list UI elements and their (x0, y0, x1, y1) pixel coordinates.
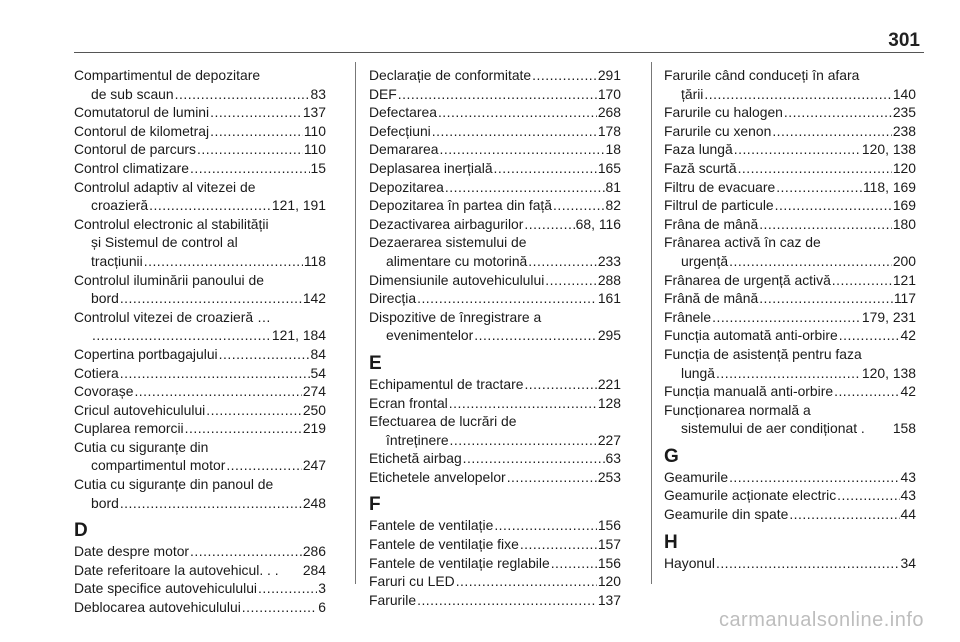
index-page-ref: 83 (310, 85, 326, 102)
index-entry-term: lungă (681, 364, 715, 381)
index-entry-term: Date referitoare la autovehicul. . . (74, 561, 279, 578)
index-page-ref: 178 (597, 122, 621, 139)
index-page-ref: 82 (605, 197, 621, 214)
index-entry (369, 103, 621, 122)
index-entry (369, 535, 621, 554)
dot-leader (190, 159, 310, 178)
dot-leader (729, 468, 899, 487)
dot-leader (219, 345, 310, 364)
index-entry (664, 554, 916, 573)
dot-leader (553, 196, 605, 215)
index-entry (664, 66, 916, 103)
index-letter-heading: G (664, 445, 679, 467)
dot-leader (144, 252, 303, 271)
dot-leader (775, 196, 892, 215)
index-entry-term: bord (91, 494, 119, 511)
index-entry (74, 561, 326, 580)
index-entry-term: Faruri cu LED (369, 573, 455, 590)
index-page-ref: 219 (302, 420, 326, 437)
index-entry-term: Control climatizare (74, 159, 190, 176)
dot-leader (704, 85, 891, 104)
index-entry (369, 412, 621, 449)
dot-leader (524, 375, 596, 394)
index-page-ref: 128 (597, 394, 621, 411)
index-page-ref: 120 (597, 573, 621, 590)
index-page-ref: 110 (303, 141, 326, 158)
index-page-ref: 295 (597, 327, 621, 344)
index-entry (369, 159, 621, 178)
index-entry (74, 140, 326, 159)
dot-leader (832, 271, 892, 290)
dot-leader (772, 122, 891, 141)
index-page-ref: 44 (900, 506, 916, 523)
index-page-ref: 121, 184 (271, 327, 326, 344)
index-entry (664, 345, 916, 382)
dot-leader (226, 456, 301, 475)
index-page-ref: 180 (892, 215, 916, 232)
index-entry (369, 308, 621, 345)
index-page-ref: 43 (900, 487, 916, 504)
index-entry-term: urgență (681, 252, 729, 269)
dot-leader (242, 598, 317, 617)
index-entry (74, 308, 326, 345)
index-entry (664, 326, 916, 345)
index-page-ref: 156 (597, 517, 621, 534)
dot-leader (449, 394, 597, 413)
dot-leader (456, 572, 597, 591)
index-entry-term: sistemului de aer condiționat . (681, 420, 865, 437)
index-page-ref: 291 (597, 67, 621, 83)
index-entry-text: Funcția de asistență pentru faza (664, 345, 862, 362)
index-entry (74, 579, 326, 598)
index-page-ref: 137 (597, 591, 621, 608)
index-page-ref: 81 (605, 178, 621, 195)
index-entry-term: Frânarea de urgență activă (664, 271, 831, 288)
index-entry-term: Comutatorul de lumini (74, 104, 210, 121)
dot-leader (551, 554, 597, 573)
dot-leader (149, 196, 271, 215)
index-page-ref: 118, 169 (862, 178, 916, 195)
dot-leader (417, 591, 597, 610)
index-entry (74, 66, 326, 103)
index-entry (74, 382, 326, 401)
index-entry (369, 271, 621, 290)
dot-leader (445, 178, 605, 197)
index-entry-term: Frână de mână (664, 290, 759, 307)
index-letter-heading: F (369, 494, 381, 516)
index-entry-term: Defectarea (369, 104, 437, 121)
dot-leader (524, 215, 574, 234)
index-page-ref: 121, 191 (271, 197, 326, 214)
index-entry (74, 598, 326, 617)
index-entry (664, 308, 916, 327)
index-page-ref: 169 (892, 197, 916, 214)
index-entry-term: compartimentul motor (91, 457, 226, 474)
header-rule (74, 52, 924, 53)
dot-leader (474, 326, 597, 345)
index-entry (369, 140, 621, 159)
index-column-3 (664, 66, 916, 572)
dot-leader (120, 364, 310, 383)
index-page-ref: 253 (597, 468, 621, 485)
index-entry-text: Controlul adaptiv al vitezei de (74, 178, 256, 195)
page-number: 301 (888, 30, 920, 51)
index-entry-text: Controlul electronic al stabilității (74, 215, 269, 232)
dot-leader (759, 289, 893, 308)
index-entry (74, 345, 326, 364)
index-page-ref: 170 (597, 85, 621, 102)
index-entry (74, 159, 326, 178)
index-entry (664, 178, 916, 197)
index-entry-term: Fantele de ventilație fixe (369, 536, 519, 553)
index-entry-term: Contorul de kilometraj (74, 122, 210, 139)
index-entry-term: Ecran frontal (369, 394, 448, 411)
dot-leader (432, 122, 597, 141)
index-entry-term: Date specifice autovehiculului (74, 580, 257, 597)
index-page-ref: 165 (597, 159, 621, 176)
index-entry (74, 103, 326, 122)
index-entry-text: Dezaerarea sistemului de (369, 234, 527, 251)
index-page-ref: 43 (900, 468, 916, 485)
index-entry (664, 103, 916, 122)
dot-leader (837, 486, 899, 505)
index-entry (664, 140, 916, 159)
index-entry (74, 438, 326, 475)
index-page-ref: 248 (302, 494, 326, 511)
dot-leader (759, 215, 892, 234)
index-entry-text: Cutia cu siguranțe din (74, 438, 209, 455)
index-page-ref: 137 (302, 104, 326, 121)
index-entry-term: Direcția (369, 290, 417, 307)
column-divider (355, 62, 356, 584)
index-entry-term: Funcția automată anti-orbire (664, 327, 838, 344)
index-page-ref: 268 (597, 104, 621, 121)
index-page-ref: 288 (597, 271, 621, 288)
dot-leader (398, 85, 597, 104)
index-page-ref: 227 (597, 431, 621, 448)
dot-leader (712, 308, 861, 327)
index-page-ref: 15 (310, 159, 326, 176)
index-entry (369, 516, 621, 535)
index-entry-term: Filtru de evacuare (664, 178, 776, 195)
index-entry-term: alimentare cu motorină (386, 252, 528, 269)
index-entry-term: Defecțiuni (369, 122, 431, 139)
index-page-ref: 157 (597, 536, 621, 553)
dot-leader (134, 382, 301, 401)
index-entry-text: Compartimentul de depozitare (74, 67, 261, 83)
index-entry-text: Funcționarea normală a (664, 401, 811, 418)
index-entry (369, 233, 621, 270)
index-page-ref: 42 (900, 383, 916, 400)
index-page-ref: 121 (892, 271, 916, 288)
index-entry (369, 572, 621, 591)
index-page-ref: 274 (302, 383, 326, 400)
index-entry (369, 196, 621, 215)
index-entry-term: Faza lungă (664, 141, 733, 158)
index-page-ref: 286 (302, 543, 326, 560)
index-entry (664, 486, 916, 505)
dot-leader (784, 103, 892, 122)
index-entry (369, 85, 621, 104)
index-entry-term: Cuplarea remorcii (74, 420, 184, 437)
index-entry (664, 289, 916, 308)
index-entry (664, 233, 916, 270)
index-entry-term: Frânele (664, 308, 712, 325)
dot-leader (463, 449, 605, 468)
index-entry-term: Etichetele anvelopelor (369, 468, 506, 485)
index-entry-term: Copertina portbagajului (74, 345, 218, 362)
index-page-ref: 68, 116 (575, 215, 621, 232)
dot-leader (532, 66, 597, 85)
index-entry-term: Deplasarea inerțială (369, 159, 493, 176)
index-entry-term: Dimensiunile autovehiculului (369, 271, 545, 288)
dot-leader (789, 505, 899, 524)
index-page-ref: 3 (318, 580, 326, 597)
index-entry-text: și Sistemul de control al (91, 234, 238, 251)
index-entry-term: tracțiunii (91, 252, 143, 269)
dot-leader (507, 468, 597, 487)
index-entry-term: Frâna de mână (664, 215, 759, 232)
index-entry (664, 122, 916, 141)
dot-leader (439, 140, 604, 159)
dot-leader (716, 554, 900, 573)
index-page-ref: 179, 231 (861, 308, 916, 325)
index-page-ref: 235 (892, 104, 916, 121)
index-letter-heading: E (369, 352, 382, 374)
index-page-ref: 247 (302, 457, 326, 474)
index-entry-term: Cricul autovehiculului (74, 401, 206, 418)
index-entry-term: Declarație de conformitate (369, 67, 532, 83)
index-page-ref: 54 (310, 364, 326, 381)
dot-leader (494, 516, 596, 535)
index-entry (664, 505, 916, 524)
index-entry-term: întreținere (386, 431, 449, 448)
index-entry (74, 271, 326, 308)
index-entry-text: Efectuarea de lucrări de (369, 413, 517, 430)
index-entry-term: Dezactivarea airbagurilor (369, 215, 524, 232)
index-page-ref: 110 (303, 122, 326, 139)
index-entry-term: Demararea (369, 141, 439, 158)
dot-leader (839, 326, 900, 345)
index-entry-term: Geamurile acționate electric (664, 487, 837, 504)
index-entry-term: Covorașe (74, 383, 134, 400)
dot-leader (528, 252, 597, 271)
index-entry-term: Farurile cu halogen (664, 104, 783, 121)
index-entry (74, 401, 326, 420)
index-entry (664, 159, 916, 178)
dot-leader (716, 364, 861, 383)
dot-leader (120, 289, 302, 308)
index-page-ref: 221 (597, 375, 621, 392)
dot-leader (120, 494, 302, 513)
index-entry (369, 215, 621, 234)
dot-leader (206, 401, 302, 420)
dot-leader (438, 103, 597, 122)
dot-leader (729, 252, 892, 271)
index-entry (664, 215, 916, 234)
dot-leader (258, 579, 317, 598)
index-entry-term: bord (91, 290, 119, 307)
index-column-2 (369, 66, 621, 609)
watermark: carmanualsonline.info (718, 609, 924, 631)
index-entry-term: Farurile (369, 591, 417, 608)
index-letter-heading: H (664, 531, 678, 553)
dot-leader (494, 159, 597, 178)
index-entry (664, 382, 916, 401)
dot-leader (210, 122, 303, 141)
index-entry (74, 364, 326, 383)
index-entry (369, 289, 621, 308)
index-entry-term: evenimentelor (386, 327, 474, 344)
index-entry-term: Hayonul (664, 554, 715, 571)
index-entry (74, 122, 326, 141)
index-page-ref: 6 (318, 599, 326, 616)
index-page-ref: 18 (605, 141, 621, 158)
index-entry (369, 468, 621, 487)
index-entry (369, 178, 621, 197)
index-page-ref: 63 (605, 450, 621, 467)
index-entry (74, 542, 326, 561)
dot-leader (210, 103, 302, 122)
index-page-ref: 117 (893, 290, 916, 307)
index-entry-term: Funcția manuală anti-orbire (664, 383, 834, 400)
index-entry (369, 66, 621, 85)
index-entry-term: Echipamentul de tractare (369, 375, 524, 392)
index-entry-text: Frânarea activă în caz de (664, 234, 821, 251)
index-entry-term: Date despre motor (74, 543, 190, 560)
dot-leader (185, 419, 302, 438)
index-entry-text: Dispozitive de înregistrare a (369, 308, 542, 325)
index-entry (74, 475, 326, 512)
index-entry-term: de sub scaun (91, 85, 174, 102)
dot-leader (520, 535, 597, 554)
index-page-ref: 120 (892, 159, 916, 176)
index-entry-text: Controlul vitezei de croazieră … (74, 308, 271, 325)
index-page-ref: 120, 138 (861, 141, 916, 158)
index-entry-term: Depozitarea în partea din față (369, 197, 553, 214)
index-entry (74, 178, 326, 215)
index-entry-term: croazieră (91, 197, 149, 214)
index-entry-text: Farurile când conduceți în afara (664, 67, 860, 83)
dot-leader (776, 178, 862, 197)
index-entry-term: țării (681, 85, 704, 102)
index-entry-term: Farurile cu xenon (664, 122, 772, 139)
index-entry (369, 449, 621, 468)
index-entry-term: Fantele de ventilație reglabile (369, 554, 550, 571)
index-entry-term: Contorul de parcurs (74, 141, 196, 158)
index-entry (369, 591, 621, 610)
index-column-1 (74, 66, 326, 617)
dot-leader (545, 271, 597, 290)
index-entry-term: Cotiera (74, 364, 119, 381)
dot-leader (190, 542, 302, 561)
dot-leader (197, 140, 303, 159)
index-page-ref: 161 (597, 290, 621, 307)
index-page-ref: 200 (892, 252, 916, 269)
index-entry-term: Filtrul de particule (664, 197, 774, 214)
index-entry-text: Controlul iluminării panoului de (74, 271, 264, 288)
index-entry-term: Etichetă airbag (369, 450, 462, 467)
index-page-ref: 118 (303, 252, 326, 269)
index-entry (74, 419, 326, 438)
index-entry (664, 271, 916, 290)
index-entry-term: Deblocarea autovehiculului (74, 599, 241, 616)
index-page-ref: 158 (892, 420, 916, 437)
index-entry-term: Fantele de ventilație (369, 517, 494, 534)
index-entry (664, 401, 916, 438)
column-divider (651, 62, 652, 584)
dot-leader (92, 326, 271, 345)
index-letter-heading: D (74, 520, 88, 542)
dot-leader (175, 85, 310, 104)
index-page-ref: 140 (892, 85, 916, 102)
index-entry (369, 375, 621, 394)
index-entry-term: Geamurile din spate (664, 506, 789, 523)
index-entry (369, 394, 621, 413)
index-page-ref: 284 (302, 561, 326, 578)
index-page-ref: 42 (900, 327, 916, 344)
dot-leader (417, 289, 597, 308)
index-page-ref: 238 (892, 122, 916, 139)
index-entry-term: Depozitarea (369, 178, 444, 195)
index-entry-term: Geamurile (664, 468, 729, 485)
index-entry-term: DEF (369, 85, 397, 102)
dot-leader (738, 159, 892, 178)
dot-leader (734, 140, 861, 159)
index-page-ref: 233 (597, 252, 621, 269)
index-entry-text: Cutia cu siguranțe din panoul de (74, 476, 274, 493)
index-entry-term: Fază scurtă (664, 159, 737, 176)
index-page-ref: 142 (302, 290, 326, 307)
index-page-ref: 250 (302, 401, 326, 418)
index-page-ref: 156 (597, 554, 621, 571)
dot-leader (834, 382, 899, 401)
index-entry (664, 196, 916, 215)
index-page-ref: 84 (310, 345, 326, 362)
index-page-ref: 120, 138 (861, 364, 916, 381)
index-entry (664, 468, 916, 487)
index-entry (74, 215, 326, 271)
index-entry (369, 122, 621, 141)
index-page-ref: 34 (900, 554, 916, 571)
index-entry (369, 554, 621, 573)
dot-leader (450, 431, 597, 450)
